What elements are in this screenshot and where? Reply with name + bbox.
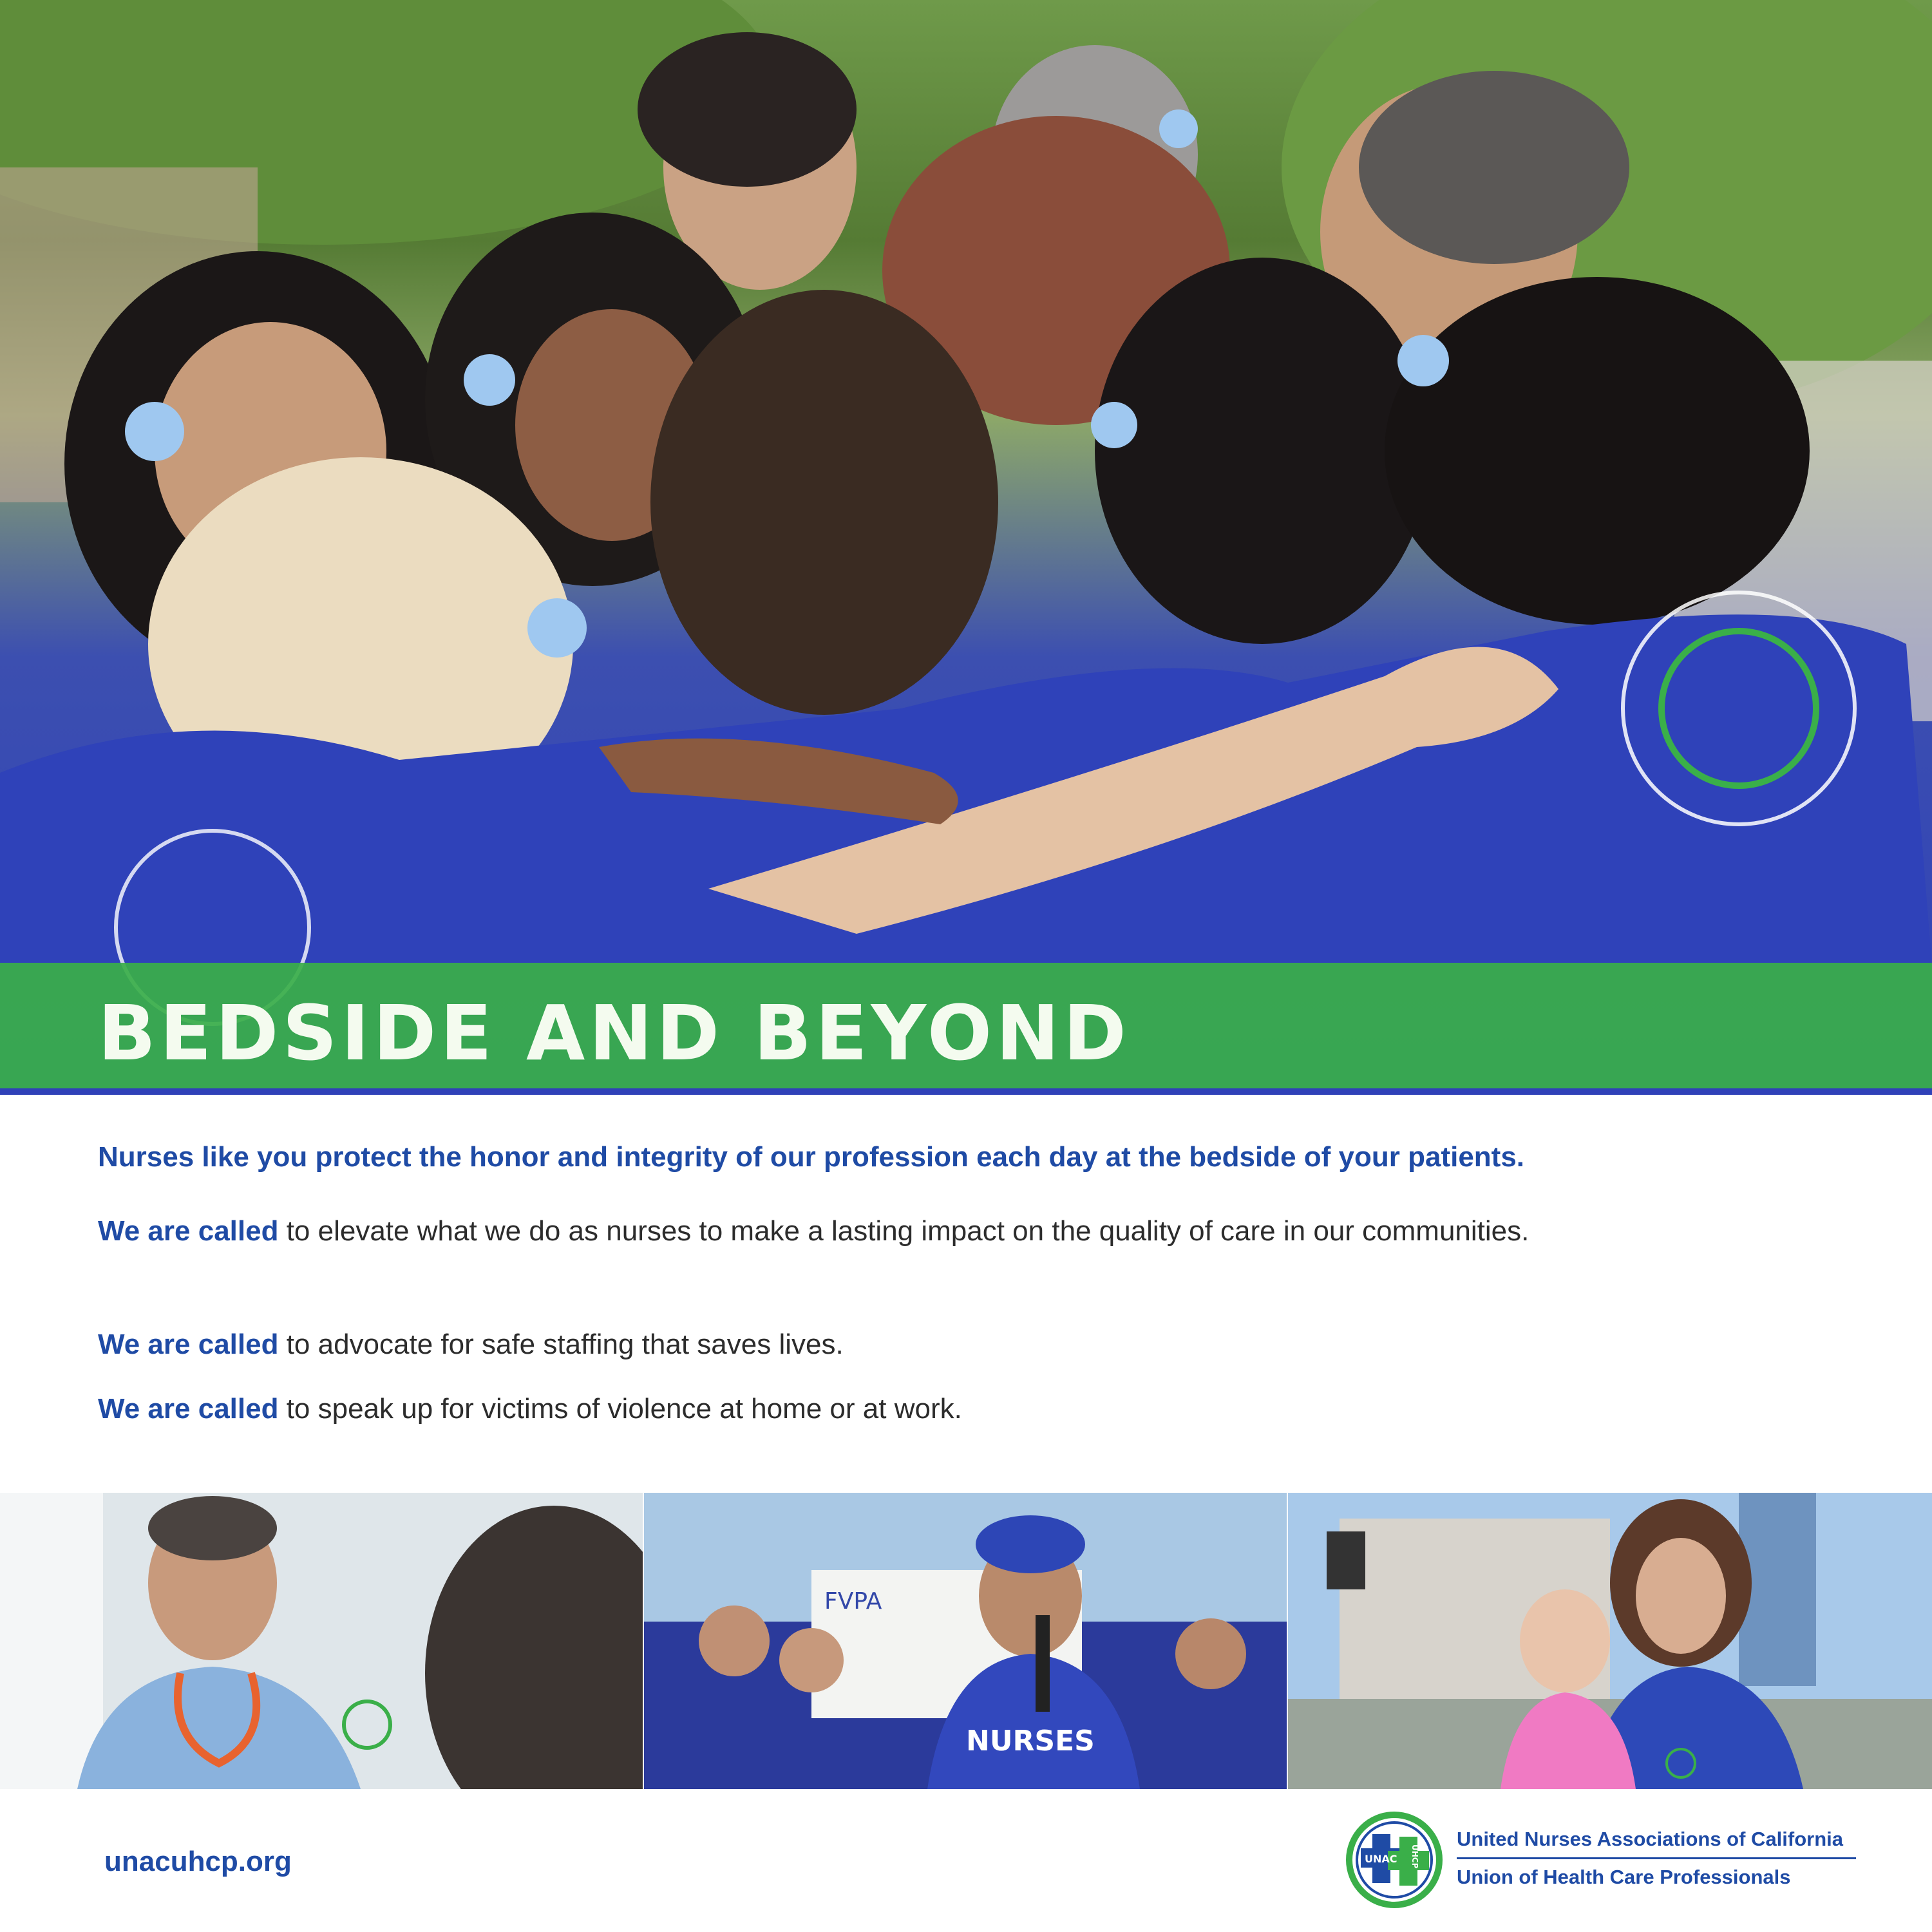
logo-text: UNAC [1365, 1853, 1397, 1865]
organization-name [1457, 1828, 1856, 1889]
paragraph-elevate [98, 1204, 1643, 1258]
paragraph-body: to advocate for safe staffing that saves lives. [278, 1329, 844, 1360]
org-line-2: Union of Health Care Professionals [1457, 1866, 1791, 1888]
paragraph-body: to elevate what we do as nurses to make a lasting impact on the quality of care in our communities. [278, 1215, 1530, 1247]
website-link[interactable]: unacuhcp.org [104, 1846, 292, 1877]
intro-text: Nurses like you protect the honor and integrity of our profession each day at the bedside of your patients. [98, 1141, 1525, 1173]
org-line-1: United Nurses Associations of California [1457, 1828, 1856, 1859]
paragraph-body: to speak up for victims of violence at home or at work. [278, 1393, 962, 1425]
headline: BEDSIDE AND BEYOND [98, 989, 1130, 1077]
shirt-nurses-label: NURSES [966, 1725, 1095, 1757]
unac-uhcp-logo [1343, 1808, 1446, 1911]
paragraph-lead: We are called [98, 1329, 279, 1360]
photo-mother-child [1288, 1493, 1932, 1789]
photo-male-nurse [0, 1493, 643, 1789]
paragraph-violence [98, 1382, 1643, 1436]
paragraph-lead: We are called [98, 1215, 279, 1247]
paragraph-lead: We are called [98, 1393, 279, 1425]
paragraph-staffing [98, 1318, 1643, 1372]
svg-text:FVPA: FVPA [824, 1588, 882, 1615]
photo-rally-speaker [644, 1493, 1287, 1789]
logo-text-vertical: UHCP [1410, 1844, 1419, 1869]
